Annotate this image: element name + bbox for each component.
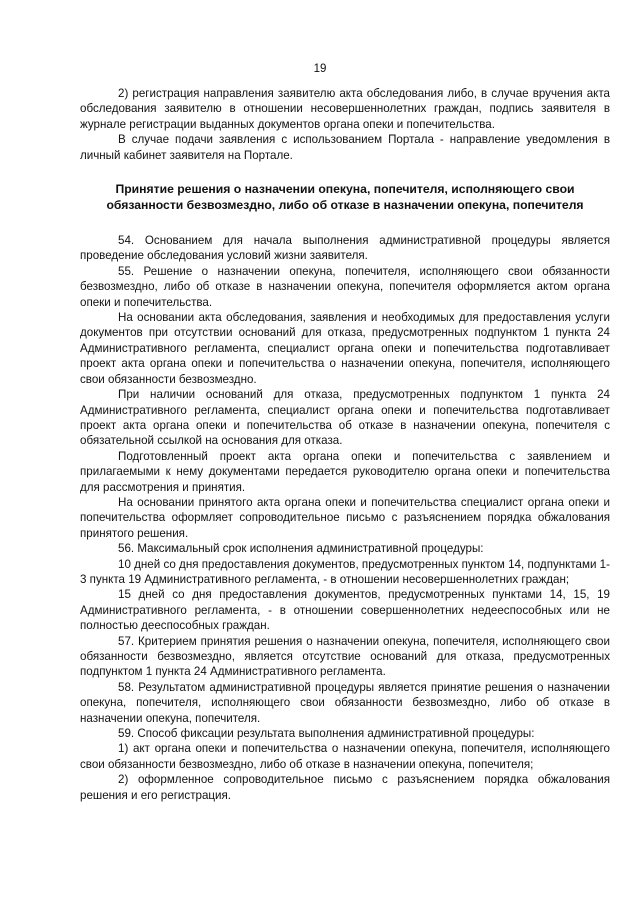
paragraph: 1) акт органа опеки и попечительства о назначении опекуна, попечителя, исполняющего свои обязанности безвозмездно, либо об отказе в назначении опекуна, попечителя;	[80, 742, 610, 771]
paragraph: 57. Критерием принятия решения о назначении опекуна, попечителя, исполняющего свои обязанности безвозмездно, является отсутствие оснований для отказа, предусмотренных подпунктом 1 пункта 24 Административного регламента.	[80, 634, 610, 679]
paragraph: При наличии оснований для отказа, предусмотренных подпунктом 1 пункта 24 Административного регламента, специалист органа опеки и попечительства подготавливает проект акта органа опеки и попечительства об отказе в назначении опекуна, попечителя с обязательной ссылкой на основания для отказа.	[80, 388, 610, 448]
paragraph: 59. Способ фиксации результата выполнения административной процедуры:	[118, 727, 535, 741]
paragraph: 58. Результатом административной процедуры является принятие решения о назначении опекуна, попечителя, исполняющего свои обязанности безвозмездно, либо об отказе в назначении опекуна, попечителя.	[80, 680, 610, 725]
section-heading: Принятие решения о назначении опекуна, попечителя, исполняющего свои обязанности безвозмездно, либо об отказе в назначении опекуна, попечителя	[106, 182, 584, 213]
paragraph: Подготовленный проект акта органа опеки и попечительства с заявлением и прилагаемыми к нему документами передается руководителю органа опеки и попечительства для рассмотрения и принятия.	[80, 449, 610, 494]
paragraph: В случае подачи заявления с использованием Портала - направление уведомления в личный кабинет заявителя на Портале.	[80, 133, 610, 162]
page-number: 19	[313, 63, 327, 75]
paragraph: 10 дней со дня предоставления документов, предусмотренных пунктом 14, подпунктами 1-3 пункта 19 Административного регламента, - в отношении несовершеннолетних граждан;	[80, 557, 610, 586]
paragraph: На основании акта обследования, заявления и необходимых для предоставления услуги документов при отсутствии оснований для отказа, предусмотренных подпунктом 1 пункта 24 Административного регламента, специалист органа опеки и попечительства подготавливает проект акта органа опеки и попечительства о назначении опекуна, попечителя, исполняющего свои обязанности безвозмездно.	[80, 311, 610, 386]
paragraph: 2) регистрация направления заявителю акта обследования либо, в случае вручения акта обследования заявителю в отношении несовершеннолетних граждан, подпись заявителя в журнале регистрации выданных документов органа опеки и попечительства.	[80, 87, 610, 131]
paragraph: 55. Решение о назначении опекуна, попечителя, исполняющего свои обязанности безвозмездно, либо об отказе в назначении опекуна, попечителя оформляется актом органа опеки и попечительства.	[80, 264, 610, 309]
paragraph: 15 дней со дня предоставления документов, предусмотренных пунктами 14, 15, 19 Административного регламента, - в отношении совершеннолетних недееспособных или не полностью дееспособных граждан.	[80, 588, 610, 633]
paragraph: 56. Максимальный срок исполнения административной процедуры:	[118, 542, 484, 556]
paragraph: 2) оформленное сопроводительное письмо с разъяснением порядка обжалования решения и его регистрация.	[80, 773, 610, 802]
paragraph: 54. Основанием для начала выполнения административной процедуры является проведение обследования условий жизни заявителя.	[80, 234, 610, 263]
paragraph: На основании принятого акта органа опеки и попечительства специалист органа опеки и попечительства оформляет сопроводительное письмо с разъяснением порядка обжалования принятого решения.	[80, 495, 610, 540]
document-body	[80, 86, 610, 803]
